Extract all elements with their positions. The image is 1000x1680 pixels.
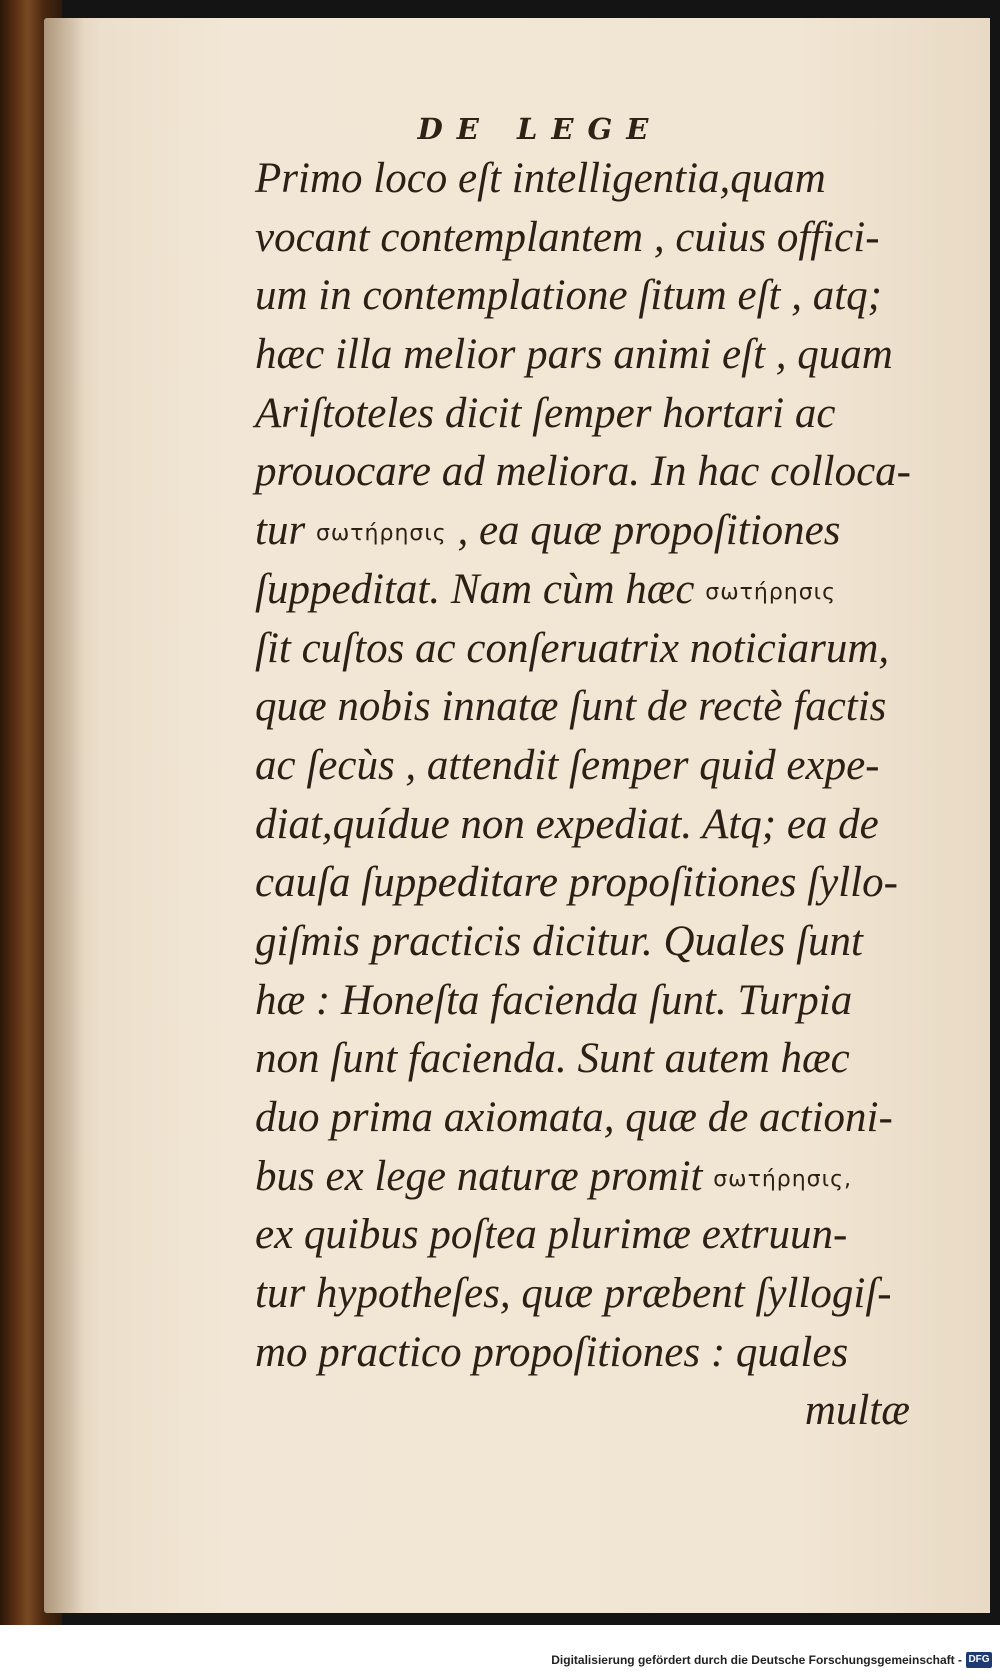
line-text: Ariſtoteles dicit ſemper hortari ac: [255, 389, 836, 437]
running-head: DE LEGE: [417, 112, 663, 146]
line-text: ſuppeditat. Nam cùm hæc: [255, 565, 706, 613]
line-text: um in contemplatione ſitum eſt , atq;: [255, 272, 882, 320]
catchword: multæ: [804, 1387, 910, 1435]
text-line: [255, 854, 955, 913]
text-line: [255, 150, 955, 209]
text-line: [255, 502, 955, 561]
text-line: [255, 267, 955, 326]
text-line: [255, 326, 955, 385]
line-text: duo prima axiomata, quæ de actioni-: [255, 1094, 893, 1141]
text-line: [255, 913, 955, 972]
greek-word: σωτήρησις,: [713, 1166, 852, 1192]
greek-word: σωτήρησις: [705, 579, 837, 605]
line-text: mo practico propoſitiones : quales: [255, 1328, 849, 1376]
funding-credit: Digitalisierung gefördert durch die Deutsche Forschungsgemeinschaft -: [551, 1653, 962, 1667]
line-text: , ea quæ propoſitiones: [446, 507, 841, 555]
text-line: [255, 209, 955, 268]
text-line: [255, 737, 955, 796]
line-text: ac ſecùs , attendit ſemper quid expe-: [255, 741, 880, 789]
line-text: tur hypotheſes, quæ præbent ſyllogiſ-: [255, 1270, 892, 1318]
line-text: bus ex lege naturæ promit: [255, 1152, 714, 1200]
text-line: [255, 385, 955, 444]
line-text: ſit cuſtos ac conſeruatrix noticiarum,: [255, 624, 890, 672]
line-text: prouocare ad meliora. In hac colloca-: [255, 448, 912, 496]
text-line: [255, 620, 955, 679]
greek-word: σωτήρησις: [315, 520, 447, 546]
text-line: [255, 443, 955, 502]
dfg-logo: DFG: [966, 1652, 992, 1668]
line-text: vocant contemplantem , cuius offici-: [255, 213, 880, 261]
body-text: [255, 150, 955, 1441]
line-text: hæc illa melior pars animi eſt , quam: [255, 331, 893, 379]
line-text: hæ : Honeſta facienda ſunt. Turpia: [255, 976, 853, 1024]
line-text: diat,quídue non expediat. Atq; ea de: [255, 800, 879, 848]
text-line: [255, 1265, 955, 1324]
line-text: non ſunt facienda. Sunt autem hæc: [255, 1035, 850, 1083]
text-line: [255, 1324, 955, 1383]
line-text: quæ nobis innatæ ſunt de rectè factis: [255, 683, 887, 731]
text-line: [255, 972, 955, 1031]
text-line: [255, 1089, 955, 1148]
text-line: [255, 678, 955, 737]
text-line: [255, 796, 955, 855]
line-text: cauſa ſuppeditare propoſitiones ſyllo-: [255, 859, 898, 907]
text-line: [255, 1030, 955, 1089]
footer-bar: [0, 1650, 1000, 1680]
line-text: giſmis practicis dicitur. Quales ſunt: [255, 917, 863, 965]
line-text: ex quibus poſtea plurimæ extruun-: [255, 1211, 848, 1259]
line-text: tur: [255, 507, 316, 555]
gutter-shadow: [44, 18, 84, 1613]
text-line: [255, 1206, 955, 1265]
line-text: Primo loco eſt intelligentia,quam: [255, 155, 826, 202]
text-line: [255, 561, 955, 620]
text-line: [255, 1148, 955, 1207]
